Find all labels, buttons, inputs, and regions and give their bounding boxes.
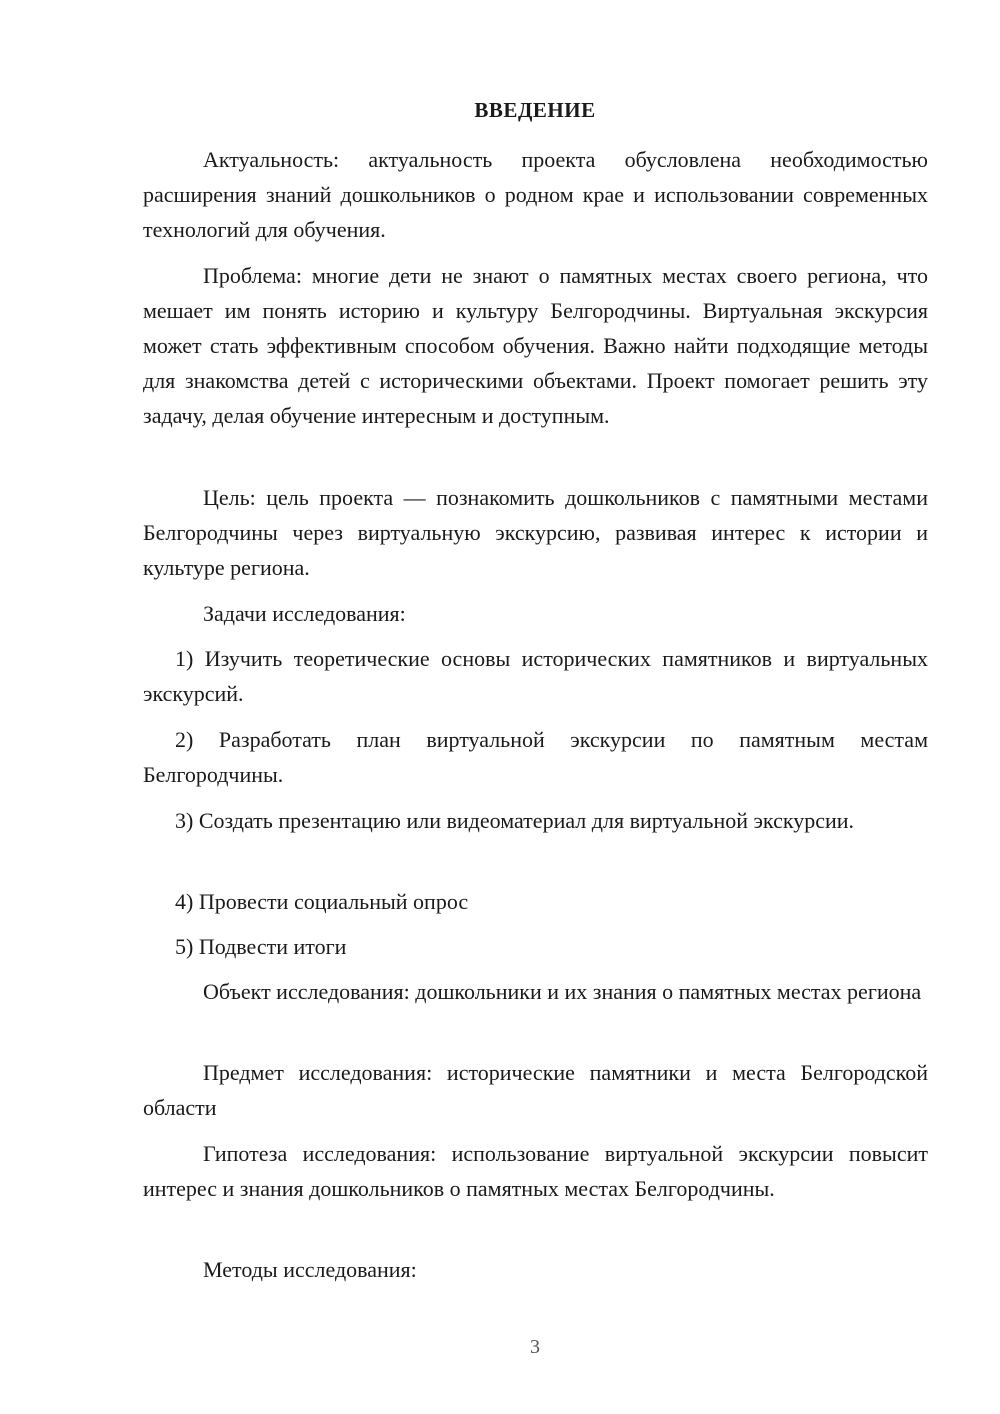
paragraph-subject: Предмет исследования: исторические памятники и места Белгородской области <box>143 1060 928 1120</box>
list-item-task-3: 3) Создать презентацию или видеоматериал для виртуальной экскурсии. <box>175 808 855 833</box>
paragraph-relevance: Актуальность: актуальность проекта обусловлена необходимостью расширения знаний дошкольников о родном крае и использовании современных технологий для обучения. <box>143 147 928 242</box>
list-item-task-1: 1) Изучить теоретические основы исторических памятников и виртуальных экскурсий. <box>143 646 928 706</box>
list-item-task-5: 5) Подвести итоги <box>175 934 347 959</box>
paragraph-methods-heading: Методы исследования: <box>203 1257 417 1282</box>
page-number: 3 <box>530 1336 540 1358</box>
paragraph-problem: Проблема: многие дети не знают о памятных местах своего региона, что мешает им понять историю и культуру Белгородчины. Виртуальная экскурсия может стать эффективным способом обучения. Важно найти подходящие методы для знакомства детей с историческими объектами. Проект помогает решить эту задачу, делая обучение интересным и доступным. <box>143 263 928 428</box>
paragraph-object: Объект исследования: дошкольники и их знания о памятных местах региона <box>203 979 922 1004</box>
paragraph-hypothesis: Гипотеза исследования: использование виртуальной экскурсии повысит интерес и знания дошкольников о памятных местах Белгородчины. <box>143 1141 928 1201</box>
paragraph-goal: Цель: цель проекта — познакомить дошкольников с памятными местами Белгородчины через виртуальную экскурсию, развивая интерес к истории и культуре региона. <box>143 485 928 580</box>
list-item-task-2: 2) Разработать план виртуальной экскурсии по памятным местам Белгородчины. <box>143 727 928 787</box>
paragraph-tasks-heading: Задачи исследования: <box>203 601 406 626</box>
list-item-task-4: 4) Провести социальный опрос <box>175 889 469 914</box>
page-title: ВВЕДЕНИЕ <box>474 98 596 122</box>
